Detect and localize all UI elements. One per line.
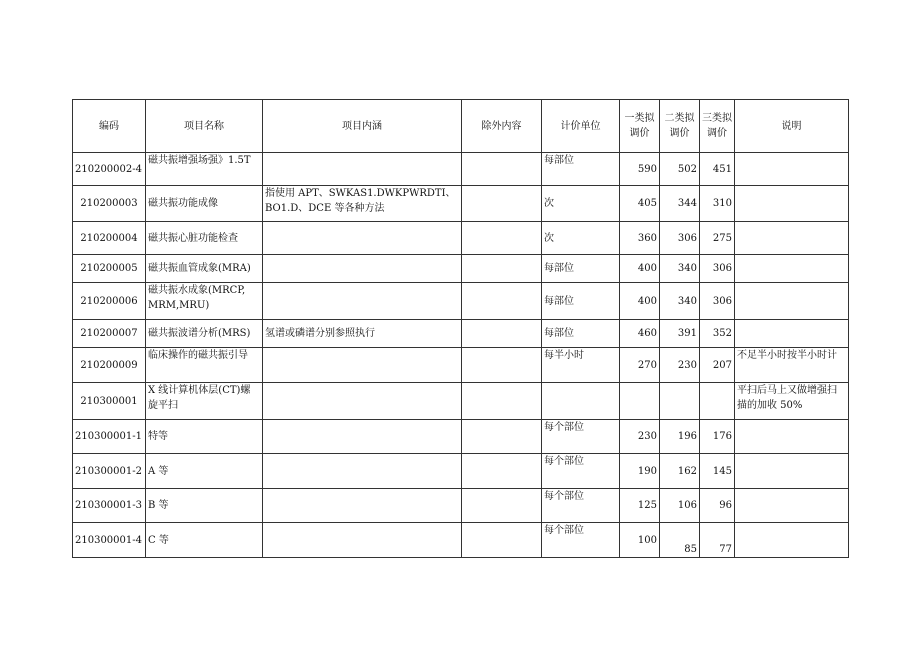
cell-name: C 等: [146, 523, 263, 558]
cell-unit: 每个部位: [542, 523, 620, 558]
cell-name: B 等: [146, 489, 263, 523]
table-row: [73, 383, 849, 420]
table-row: [73, 255, 849, 283]
cell-price-class2: 340: [660, 283, 700, 320]
cell-excluded: [462, 222, 542, 255]
cell-price-class2: [660, 383, 700, 420]
cell-excluded: [462, 320, 542, 348]
cell-price-class3: 77: [700, 523, 735, 558]
cell-unit: 每部位: [542, 255, 620, 283]
header-excluded: 除外内容: [462, 100, 542, 153]
cell-code: 210300001-4: [73, 523, 146, 558]
cell-price-class2: 85: [660, 523, 700, 558]
cell-content: [263, 283, 462, 320]
cell-code: 210300001-2: [73, 454, 146, 489]
header-code: 编码: [73, 100, 146, 153]
cell-unit: 次: [542, 222, 620, 255]
cell-content: [263, 489, 462, 523]
table-row: [73, 489, 849, 523]
cell-content: [263, 255, 462, 283]
cell-content: [263, 420, 462, 454]
cell-price-class3: 306: [700, 283, 735, 320]
cell-price-class1: 125: [620, 489, 660, 523]
cell-note: [735, 153, 849, 186]
cell-excluded: [462, 255, 542, 283]
table-row: [73, 222, 849, 255]
cell-note: [735, 283, 849, 320]
cell-content: [263, 153, 462, 186]
cell-note: 不足半小时按半小时计: [735, 348, 849, 383]
header-price-class2: 二类拟调价: [660, 100, 700, 153]
table-row: [73, 320, 849, 348]
cell-name: 磁共振心脏功能检查: [146, 222, 263, 255]
cell-code: 210300001-3: [73, 489, 146, 523]
cell-note: [735, 523, 849, 558]
header-unit: 计价单位: [542, 100, 620, 153]
cell-excluded: [462, 348, 542, 383]
cell-price-class3: 145: [700, 454, 735, 489]
header-price-class3: 三类拟调价: [700, 100, 735, 153]
cell-code: 210200007: [73, 320, 146, 348]
cell-code: 210300001-1: [73, 420, 146, 454]
table-row: [73, 454, 849, 489]
cell-content: 指使用 APT、SWKAS1.DWKPWRDTI、BO1.D、DCE 等各种方法: [263, 186, 462, 222]
cell-note: [735, 320, 849, 348]
cell-content: [263, 348, 462, 383]
table-row: [73, 186, 849, 222]
cell-unit: 每部位: [542, 320, 620, 348]
cell-name: 磁共振血管成象(MRA): [146, 255, 263, 283]
cell-unit: [542, 383, 620, 420]
cell-code: 210200004: [73, 222, 146, 255]
table-row: [73, 153, 849, 186]
cell-price-class1: 270: [620, 348, 660, 383]
cell-excluded: [462, 186, 542, 222]
cell-unit: 每个部位: [542, 489, 620, 523]
cell-price-class3: 306: [700, 255, 735, 283]
cell-excluded: [462, 489, 542, 523]
cell-content: [263, 454, 462, 489]
cell-code: 210200003: [73, 186, 146, 222]
header-note: 说明: [735, 100, 849, 153]
cell-content: 氢谱或磷谱分别参照执行: [263, 320, 462, 348]
cell-price-class3: 275: [700, 222, 735, 255]
cell-excluded: [462, 420, 542, 454]
cell-name: 磁共振水成象(MRCP, MRM,MRU): [146, 283, 263, 320]
cell-note: 平扫后马上又做增强扫描的加收 50%: [735, 383, 849, 420]
cell-excluded: [462, 454, 542, 489]
cell-note: [735, 186, 849, 222]
cell-content: [263, 523, 462, 558]
cell-name: 磁共振波谱分析(MRS): [146, 320, 263, 348]
cell-price-class3: 451: [700, 153, 735, 186]
cell-price-class2: 502: [660, 153, 700, 186]
cell-price-class2: 344: [660, 186, 700, 222]
cell-note: [735, 489, 849, 523]
cell-price-class2: 162: [660, 454, 700, 489]
cell-price-class1: 360: [620, 222, 660, 255]
header-content: 项目内涵: [263, 100, 462, 153]
cell-price-class2: 340: [660, 255, 700, 283]
header-name: 项目名称: [146, 100, 263, 153]
cell-price-class1: 230: [620, 420, 660, 454]
cell-excluded: [462, 523, 542, 558]
cell-price-class1: 405: [620, 186, 660, 222]
cell-price-class1: 100: [620, 523, 660, 558]
cell-code: 210200006: [73, 283, 146, 320]
cell-code: 210200005: [73, 255, 146, 283]
cell-code: 210200002-4: [73, 153, 146, 186]
cell-code: 210200009: [73, 348, 146, 383]
cell-name: X 线计算机体层(CT)螺旋平扫: [146, 383, 263, 420]
cell-price-class3: 207: [700, 348, 735, 383]
table-row: [73, 348, 849, 383]
cell-price-class2: 306: [660, 222, 700, 255]
header-price-class1: 一类拟调价: [620, 100, 660, 153]
cell-excluded: [462, 153, 542, 186]
cell-price-class2: 391: [660, 320, 700, 348]
cell-unit: 每半小时: [542, 348, 620, 383]
cell-price-class3: 310: [700, 186, 735, 222]
cell-price-class3: 96: [700, 489, 735, 523]
cell-price-class2: 230: [660, 348, 700, 383]
cell-price-class1: [620, 383, 660, 420]
cell-name: 磁共振增强场强》1.5T: [146, 153, 263, 186]
cell-excluded: [462, 383, 542, 420]
cell-unit: 每部位: [542, 153, 620, 186]
cell-note: [735, 420, 849, 454]
table-row: [73, 523, 849, 558]
header-row: [73, 100, 849, 153]
cell-unit: 次: [542, 186, 620, 222]
cell-unit: 每个部位: [542, 420, 620, 454]
cell-price-class1: 190: [620, 454, 660, 489]
cell-note: [735, 255, 849, 283]
cell-excluded: [462, 283, 542, 320]
table-row: [73, 283, 849, 320]
cell-price-class1: 400: [620, 255, 660, 283]
cell-price-class2: 106: [660, 489, 700, 523]
cell-price-class1: 460: [620, 320, 660, 348]
cell-price-class3: 352: [700, 320, 735, 348]
cell-price-class1: 590: [620, 153, 660, 186]
cell-price-class2: 196: [660, 420, 700, 454]
table-row: [73, 420, 849, 454]
cell-content: [263, 222, 462, 255]
cell-note: [735, 222, 849, 255]
fee-table: [72, 99, 849, 558]
cell-name: A 等: [146, 454, 263, 489]
cell-price-class3: [700, 383, 735, 420]
cell-unit: 每部位: [542, 283, 620, 320]
cell-price-class3: 176: [700, 420, 735, 454]
cell-unit: 每个部位: [542, 454, 620, 489]
cell-code: 210300001: [73, 383, 146, 420]
cell-note: [735, 454, 849, 489]
cell-content: [263, 383, 462, 420]
cell-price-class1: 400: [620, 283, 660, 320]
cell-name: 临床操作的磁共振引导: [146, 348, 263, 383]
cell-name: 特等: [146, 420, 263, 454]
cell-name: 磁共振功能成像: [146, 186, 263, 222]
